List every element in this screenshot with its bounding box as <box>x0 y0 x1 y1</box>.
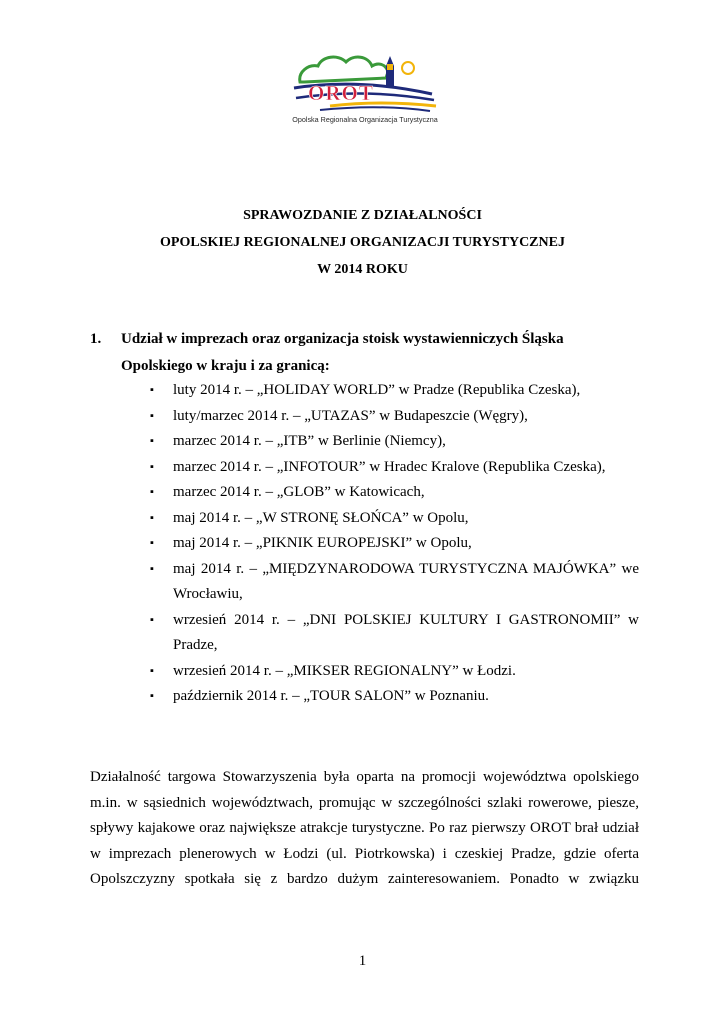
event-list <box>149 378 639 710</box>
list-item-text: luty 2014 r. – „HOLIDAY WORLD” w Pradze (Republika Czeska), <box>173 382 581 398</box>
section-number: 1. <box>90 331 102 347</box>
page-number: 1 <box>358 953 367 969</box>
list-item <box>149 506 639 532</box>
list-item-text: wrzesień 2014 r. – „MIKSER REGIONALNY” w Łodzi. <box>173 662 516 679</box>
section-heading <box>90 326 650 380</box>
bullet-icon: ▪ <box>150 435 154 447</box>
tower-icon <box>386 56 394 86</box>
document-title <box>0 202 725 283</box>
bullet-icon: ▪ <box>150 562 154 575</box>
bullet-icon: ▪ <box>150 690 154 702</box>
list-item <box>149 455 639 481</box>
bullet-icon: ▪ <box>150 486 154 498</box>
list-item <box>149 557 639 608</box>
list-item-text: maj 2014 r. – „PIKNIK EUROPEJSKI” w Opolu, <box>173 535 472 551</box>
list-item-text: marzec 2014 r. – „GLOB” w Katowicach, <box>173 484 425 500</box>
bullet-icon: ▪ <box>150 537 154 549</box>
list-item <box>149 531 639 557</box>
bullet-icon: ▪ <box>150 613 154 626</box>
section-heading-line-2: Opolskiego w kraju i za granicą: <box>121 358 330 374</box>
title-line-3: W 2014 ROKU <box>317 262 408 277</box>
logo-subtitle: Opolska Regionalna Organizacja Turystyczna <box>292 115 438 124</box>
title-line-2: OPOLSKIEJ REGIONALNEJ ORGANIZACJI TURYSTYCZNEJ <box>160 235 565 250</box>
tree-canopy-icon <box>300 57 388 82</box>
orot-logo-graphic <box>290 48 440 114</box>
section-heading-line-1: Udział w imprezach oraz organizacja stoisk wystawienniczych Śląska <box>121 331 564 347</box>
list-item <box>149 480 639 506</box>
list-item-text: maj 2014 r. – „W STRONĘ SŁOŃCA” w Opolu, <box>173 509 469 526</box>
orot-brand-text: OROT <box>308 81 374 105</box>
list-item <box>149 378 639 404</box>
title-line-1: SPRAWOZDANIE Z DZIAŁALNOŚCI <box>243 208 482 223</box>
list-item-text: marzec 2014 r. – „ITB” w Berlinie (Niemcy), <box>173 433 446 449</box>
list-item <box>149 404 639 430</box>
list-item-text: marzec 2014 r. – „INFOTOUR” w Hradec Kralove (Republika Czeska), <box>173 458 606 475</box>
list-item-text: maj 2014 r. – „MIĘDZYNARODOWA TURYSTYCZNA MAJÓWKA” we Wrocławiu, <box>173 560 639 602</box>
bullet-icon: ▪ <box>150 460 154 473</box>
list-item-text: październik 2014 r. – „TOUR SALON” w Poznaniu. <box>173 688 489 704</box>
body-paragraph: Działalność targowa Stowarzyszenia była oparta na promocji województwa opolskiego m.in. w sąsiednich województwach, promując w szczególności szlaki rowerowe, piesze, spływy kajakowe oraz największe atrakcje turystyczne. Po raz pierwszy OROT brał udział w imprezach plenerowych w Łodzi (ul. Piotrkowska) i czeskiej Pradze, gdzie oferta Opolszczyzny spotkała się z bardzo dużym zainteresowaniem. Ponadto w związku <box>90 769 639 887</box>
list-item <box>149 684 639 710</box>
bullet-icon: ▪ <box>150 511 154 524</box>
list-item-text: luty/marzec 2014 r. – „UTAZAS” w Budapeszcie (Węgry), <box>173 407 528 424</box>
bullet-icon: ▪ <box>150 409 154 422</box>
bullet-icon: ▪ <box>150 664 154 677</box>
list-item <box>149 429 639 455</box>
list-item-text: wrzesień 2014 r. – „DNI POLSKIEJ KULTURY I GASTRONOMII” w Pradze, <box>173 611 639 653</box>
list-item <box>149 608 639 659</box>
list-item <box>149 659 639 685</box>
orot-logo <box>290 48 440 130</box>
bullet-icon: ▪ <box>150 384 154 396</box>
